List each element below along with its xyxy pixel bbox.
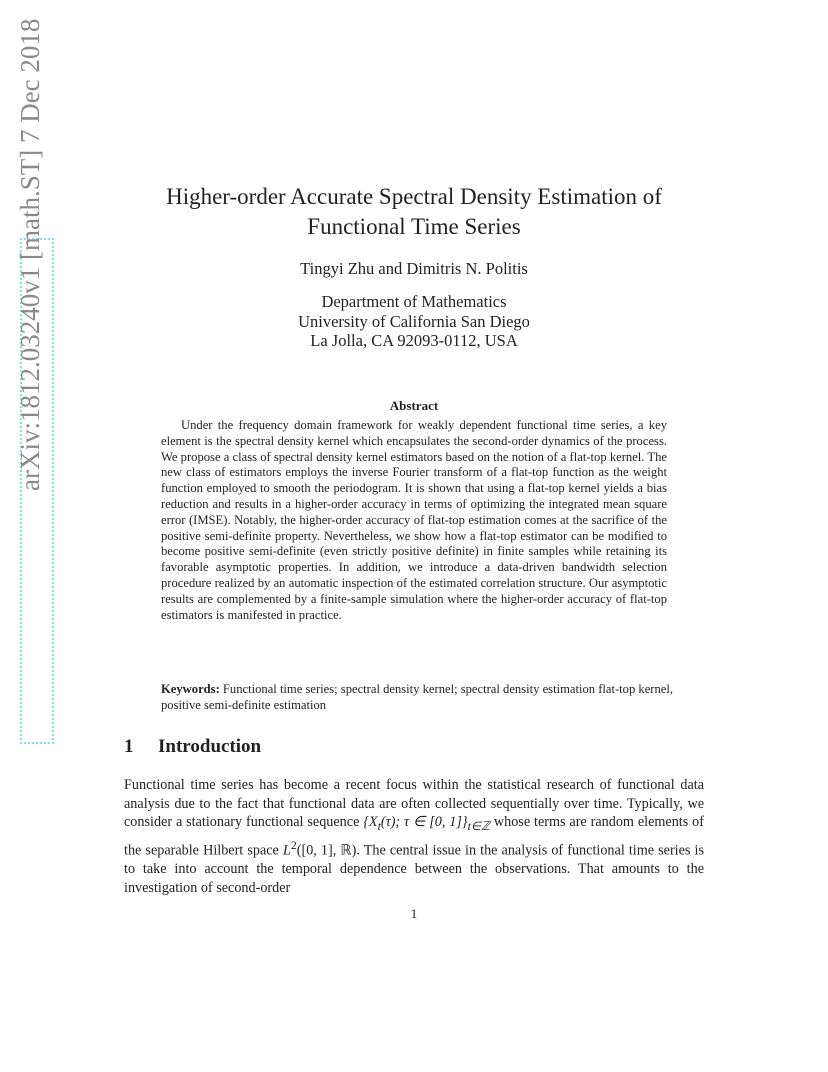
section-heading <box>124 736 261 758</box>
affiliation-dept: Department of Mathematics <box>321 292 507 311</box>
intro-text-3: . The central issue in the analysis of functional time series is to take into account the temporal dependence between the observations. That amounts to the investigation of second-order <box>124 842 704 896</box>
math-sub-t: t <box>377 819 381 834</box>
keywords-text: Functional time series; spectral density kernel; spectral density estimation flat-top kernel, positive semi-definite estimation <box>161 682 674 712</box>
affiliation-address: La Jolla, CA 92093-0112, USA <box>310 331 518 350</box>
intro-text-1: Functional time series has become a recent focus within the statistical research of functional data analysis due to the fact that functional data are often collected sequentially over time. Typically, we consider a stationary functional sequence <box>124 777 704 831</box>
abstract-heading: Abstract <box>389 398 439 413</box>
page-number: 1 <box>410 906 418 921</box>
section-number: 1 <box>124 736 134 757</box>
title-line-1: Higher-order Accurate Spectral Density Estimation of <box>166 184 662 209</box>
keywords-label: Keywords: <box>161 682 220 696</box>
abstract-text: Under the frequency domain framework for weakly dependent functional time series, a key element is the spectral density kernel which encapsulates the second-order dynamics of the process. We propose a class of spectral density kernel estimators based on the notion of a flat-top kernel. The new class of estimators employs the inverse Fourier transform of a flat-top function as the weight function employed to smooth the periodogram. It is shown that using a flat-top kernel yields a bias reduction and results in a higher-order accuracy in terms of optimizing the integrated mean square error (IMSE). Notably, the higher-order accuracy of flat-top estimation comes at the sacrifice of the positive semi-definite property. Nevertheless, we show how a flat-top estimator can be modified to become positive semi-definite (even strictly positive definite) in finite samples while retaining its favorable asymptotic properties. In addition, we introduce a data-driven bandwidth selection procedure realized by an automatic inspection of the estimated correlation structure. Our asymptotic results are complemented by a finite-sample simulation where the higher-order accuracy of flat-top estimators is manifested in practice. <box>161 418 667 622</box>
math-sup: 2 <box>290 837 297 852</box>
math-space: L <box>282 842 291 859</box>
intro-paragraph <box>124 776 704 897</box>
math-space-rest: ([0, 1], ℝ) <box>296 842 357 859</box>
math-sequence-rest: (τ); τ ∈ [0, 1]} <box>380 814 468 831</box>
math-sequence: {X <box>363 814 378 831</box>
section-title: Introduction <box>158 736 262 757</box>
math-sub-index: t∈ℤ <box>467 819 490 834</box>
arxiv-stamp: arXiv:1812.03240v1 [math.ST] 7 Dec 2018 <box>15 18 45 491</box>
keywords <box>161 681 681 713</box>
paper-title <box>100 182 728 242</box>
affiliation-univ: University of California San Diego <box>298 312 530 331</box>
authors: Tingyi Zhu and Dimitris N. Politis <box>300 259 528 278</box>
intro-text-2: whose terms are random elements of the separable Hilbert space <box>124 814 704 859</box>
title-line-2: Functional Time Series <box>307 214 521 239</box>
